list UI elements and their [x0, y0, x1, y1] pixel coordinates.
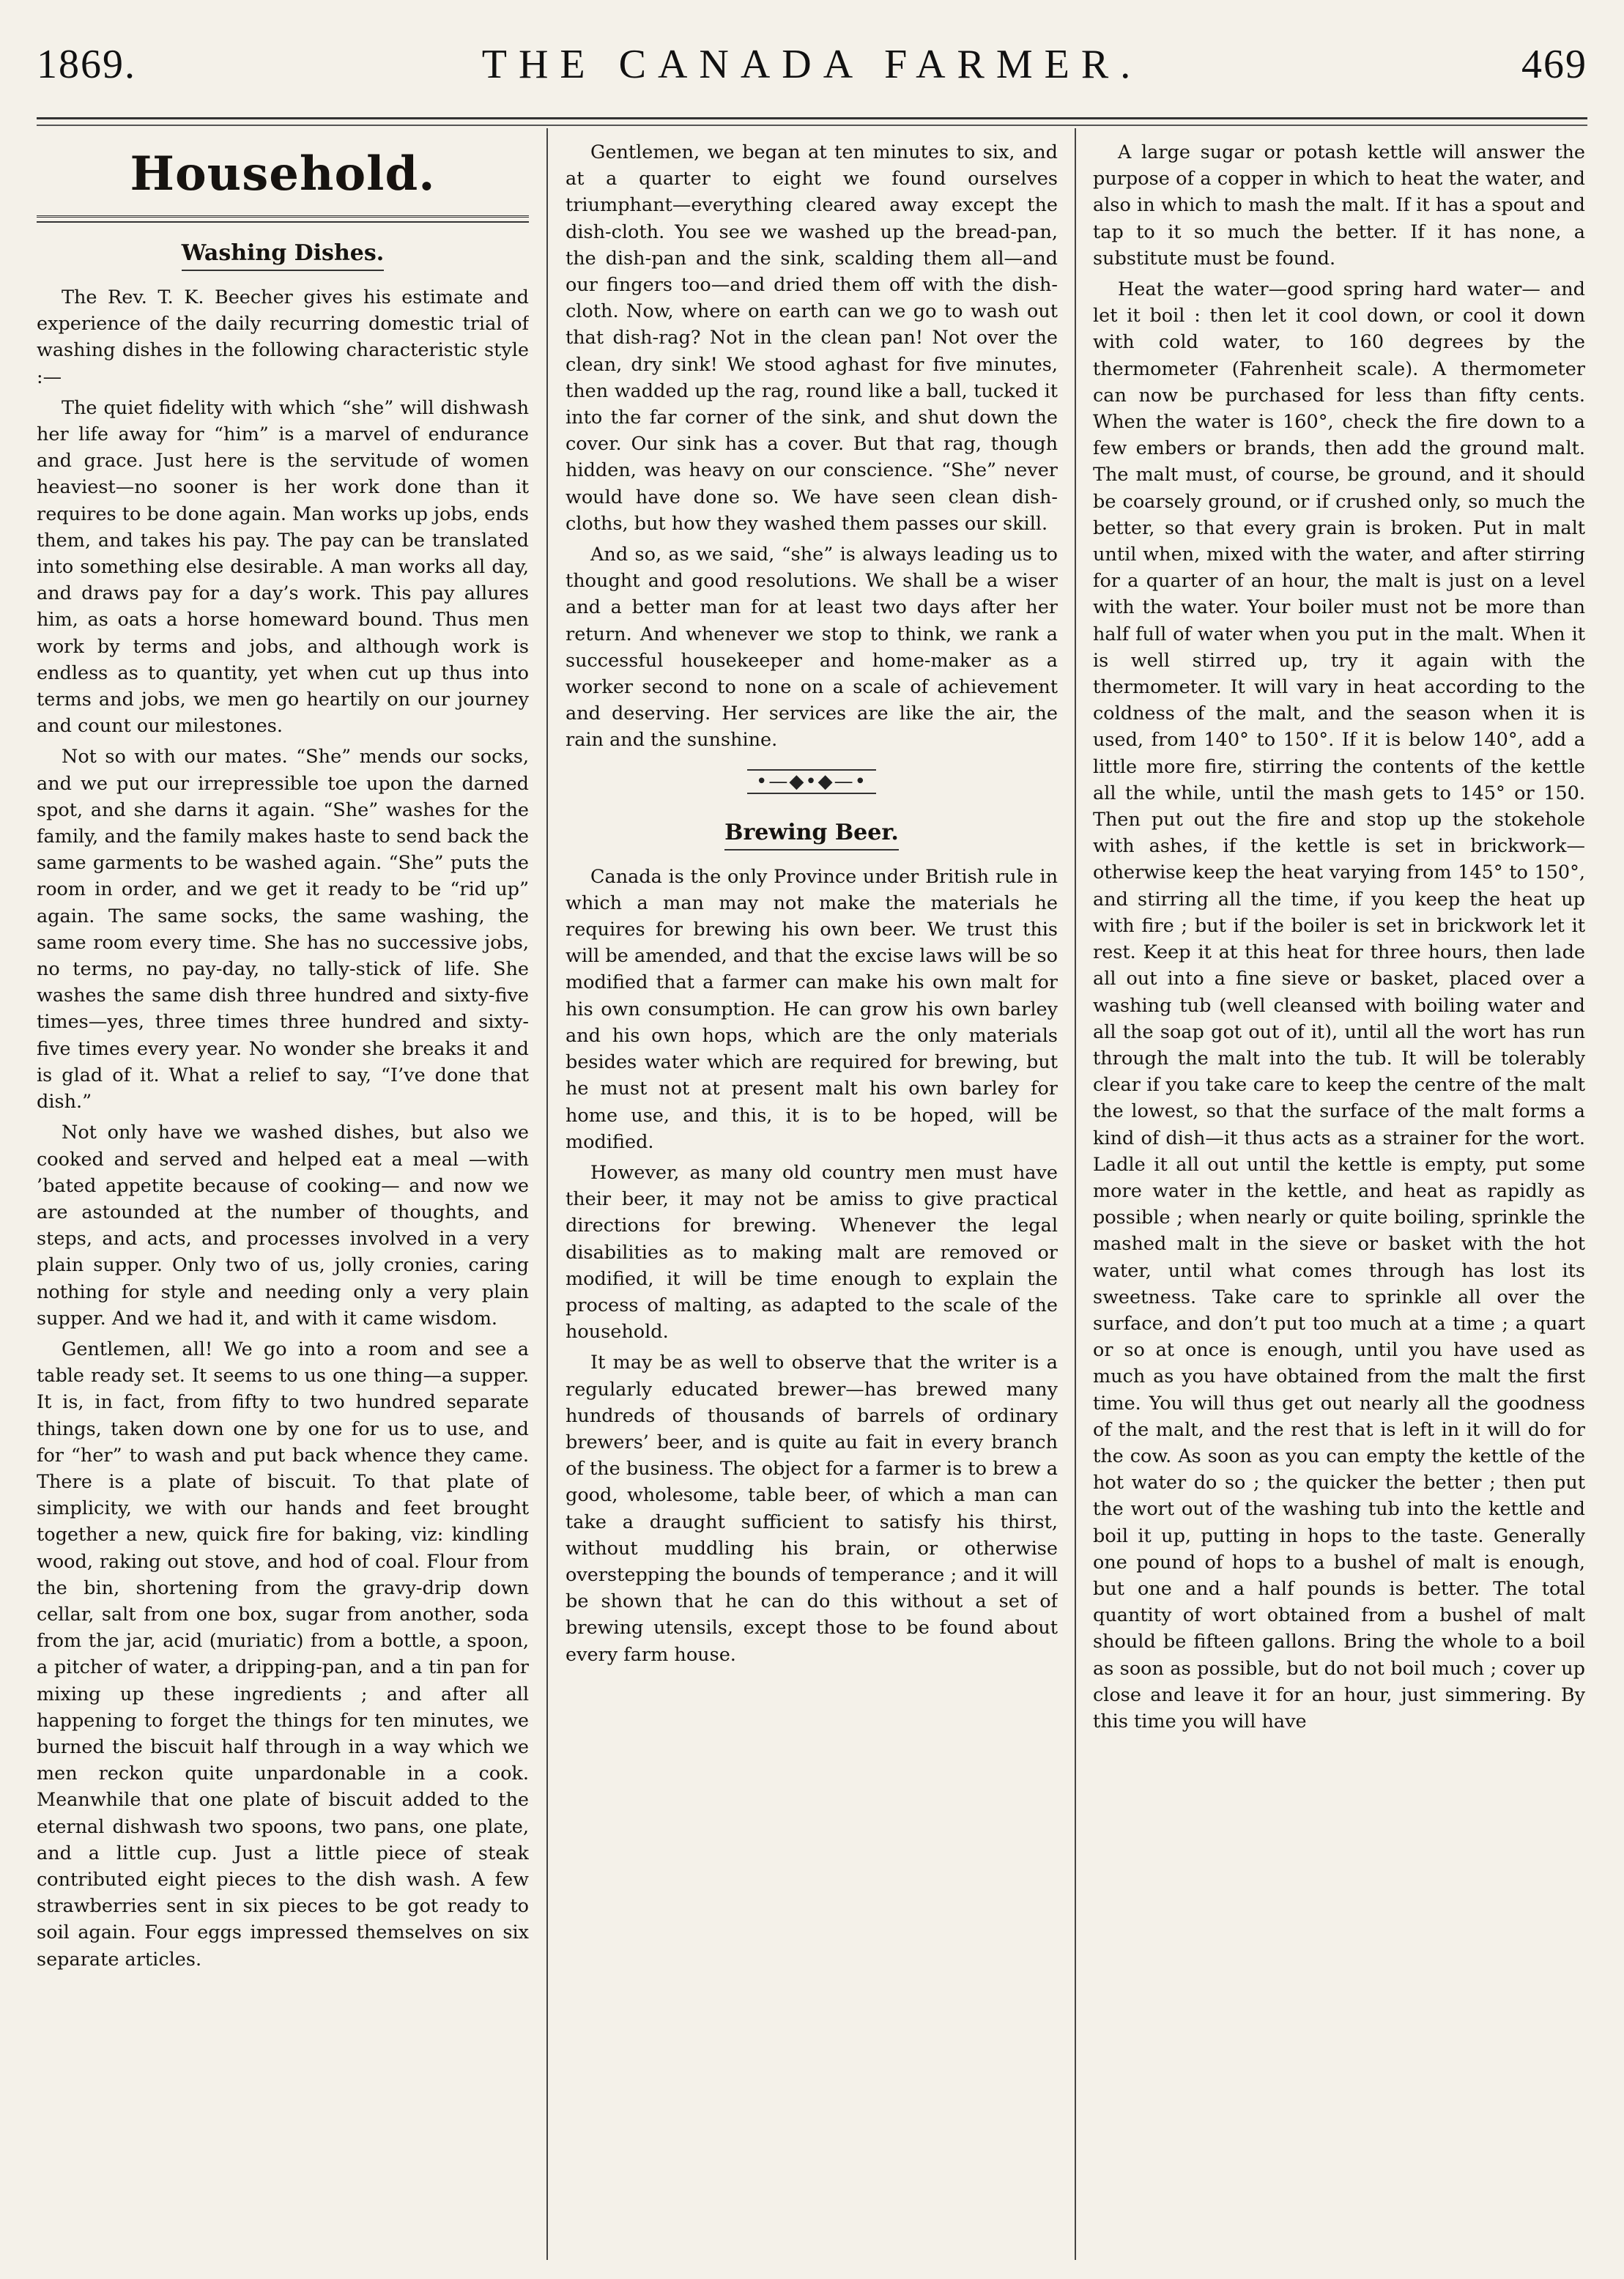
- column-1: [37, 139, 529, 2249]
- article-separator-ornament: [566, 767, 1058, 796]
- column-2: [566, 139, 1058, 2249]
- masthead-rule-secondary: [37, 125, 1587, 126]
- masthead: [37, 21, 1587, 108]
- article-title-text: Brewing Beer.: [724, 818, 899, 851]
- paragraph: Not so with our mates. “She” mends our socks, and we put our irrepressible toe upon the darned spot, and she darns it again. “She” washes for the family, and the family makes haste to send back the same garments to be washed again. “She” puts the room in order, and we get it ready to be “rid up” again. The same socks, the same washing, the same room every time. She has no successive jobs, no terms, no pay-day, no tally-stick of life. She washes the same dish three hundred and sixty-five times—yes, three times three hundred and sixty-five times every year. No wonder she breaks it and is glad of it. What a relief to say, “I’ve done that dish.”: [37, 746, 529, 1113]
- article-title-text: Washing Dishes.: [182, 239, 384, 271]
- paragraph: However, as many old country men must have their beer, it may not be amiss to give practical directions for brewing. Whenever the legal disabilities as to making malt are removed or modified, it will be time enough to explain the process of malting, as adapted to the scale of the household.: [566, 1161, 1058, 1344]
- paragraph: The Rev. T. K. Beecher gives his estimate and experience of the daily recurring domestic trial of washing dishes in the following characteristic style :—: [37, 286, 529, 388]
- paragraph: Not only have we washed dishes, but also we cooked and served and helped eat a meal —with ’bated appetite because of cooking— and now we are astounded at the number of thoughts, and steps, and acts, and processes involved in a very plain supper. Only two of us, jolly cronies, caring nothing for style and needing only a very plain supper. And we had it, and with it came wisdom.: [37, 1122, 529, 1330]
- column-divider: [1075, 128, 1076, 2260]
- section-rule: [37, 215, 529, 223]
- section-title: Household.: [130, 147, 436, 201]
- paragraph: Gentlemen, all! We go into a room and see a table ready set. It seems to us one thing—a supper. It is, in fact, from fifty to two hundred separate things, taken down one by one for us to use, and for “her” to wash and put back whence they came. There is a plate of biscuit. To that plate of simplicity, we with our hands and feet brought together a new, quick fire for baking, viz: kindling wood, raking out stove, and hod of coal. Flour from the bin, shortening from the gravy-drip down cellar, salt from one box, sugar from another, soda from the jar, acid (muriatic) from a bottle, a spoon, a pitcher of water, a dripping-pan, and a tin pan for mixing up these ingredients ; and after all happening to forget the things for ten minutes, we burned the biscuit half through in a way which we men reckon quite unpardonable in a cook. Meanwhile that one plate of biscuit added to the eternal dishwash two spoons, two pans, one plate, and a little cup. Just a little piece of steak contributed eight pieces to the dish wash. A few strawberries sent in six pieces to be got ready to soil again. Four eggs impressed themselves on six separate articles.: [37, 1338, 529, 1971]
- masthead-rule: [37, 117, 1587, 119]
- issue-year: 1869.: [37, 42, 136, 87]
- paragraph: And so, as we said, “she” is always leading us to thought and good resolutions. We shall be a wiser and a better man for at least two days after her return. And whenever we stop to think, we rank a successful housekeeper and home-maker as a worker second to none on a scale of achievement and deserving. Her services are like the air, the rain and the sunshine.: [566, 544, 1058, 752]
- article-title-washing-dishes: [37, 239, 529, 271]
- paragraph: Heat the water—good spring hard water— and let it boil : then let it cool down, or cool it down with cold water, to 160 degrees by the thermometer (Fahrenheit scale). A thermometer can now be purchased for less than fifty cents. When the water is 160°, check the fire down to a few embers or brands, then add the ground malt. The malt must, of course, be ground, and it should be coarsely ground, or if crushed only, so much the better, so that every grain is broken. Put in malt until when, mixed with the water, and after stirring for a quarter of an hour, the malt is just on a level with the water. Your boiler must not be more than half full of water when you put in the malt. When it is well stirred up, try it again with the thermometer. It will vary in heat according to the coldness of the malt, and the season when it is used, from 140° to 150°. If it is below 140°, add a little more fire, stirring the contents of the kettle all the while, until the mash gets to 145° or 150. Then put out the fire and stop up the stokehole with ashes, if the kettle is set in brickwork—otherwise keep the heat varying from 145° to 150°, and stirring all the time, if you keep the heat up with fire ; but if the boiler is set in brickwork let it rest. Keep it at this heat for three hours, then lade all out into a fine sieve or basket, placed over a washing tub (well cleansed with boiling water and all the soap got out of it), until all the wort has run through the malt into the tub. It will be tolerably clear if you take care to keep the centre of the malt the lowest, so that the surface of the malt forms a kind of dish—it thus acts as a strainer for the wort. Ladle it all out until the kettle is empty, put some more water in the kettle, and heat as rapidly as possible ; when nearly or quite boiling, sprinkle the mashed malt in the sieve or basket with the hot water, until what comes through has lost its sweetness. Take care to sprinkle all over the surface, and don’t put too much at a time ; a quart or so at once is enough, until you have used as much as you have obtained from the malt the first time. You will thus get out nearly all the goodness of the malt, and the rest that is left in it will do for the cow. As soon as you can empty the kettle of the hot water do so ; the quicker the better ; then put the wort out of the washing tub into the kettle and boil it up, putting in hops to the taste. Generally one pound of hops to a bushel of malt is enough, but one and a half pounds is better. The total quantity of wort obtained from a bushel of malt should be fifteen gallons. Bring the whole to a boil as soon as possible, but do not boil much ; cover up close and leave it for an hour, just simmering. By this time you will have: [1093, 278, 1585, 1733]
- paragraph: It may be as well to observe that the writer is a regularly educated brewer—has brewed many hundreds of thousands of barrels of ordinary brewers’ beer, and is quite au fait in every branch of the business. The object for a farmer is to brew a good, wholesome, table beer, of which a man can take a draught sufficient to satisfy his thirst, without muddling his brain, or otherwise overstepping the bounds of temperance ; and it will be shown that he can do this without a set of brewing utensils, except those to be found about every farm house.: [566, 1352, 1058, 1666]
- article-title-brewing-beer: [566, 818, 1058, 851]
- publication-title: THE CANADA FARMER.: [481, 42, 1143, 87]
- column-3: [1093, 139, 1585, 2249]
- page-number: 469: [1521, 42, 1587, 87]
- paragraph: Canada is the only Province under British rule in which a man may not make the materials he requires for brewing his own beer. We trust this will be amended, and that the excise laws will be so modified that a farmer can make his own malt for his own consumption. He can grow his own barley and his own hops, which are the only materials besides water which are required for brewing, but he must not at present malt his own barley for home use, and this, it is to be hoped, will be modified.: [566, 865, 1058, 1153]
- ornament-text: •—◆•◆—•: [747, 769, 876, 794]
- column-divider: [546, 128, 548, 2260]
- paragraph: A large sugar or potash kettle will answer the purpose of a copper in which to heat the water, and also in which to mash the malt. If it has a spout and tap to it so much the better. If it has none, a substitute must be found.: [1093, 141, 1585, 270]
- paragraph: Gentlemen, we began at ten minutes to six, and at a quarter to eight we found ourselves triumphant—everything cleared away except the dish-cloth. You see we washed up the bread-pan, the dish-pan and the sink, scalding them all—and our fingers too—and dried them off with the dish-cloth. Now, where on earth can we go to wash out that dish-rag? Not in the clean pan! Not over the clean, dry sink! We stood aghast for five minutes, then wadded up the rag, round like a ball, tucked it into the far corner of the sink, and shut down the cover. Our sink has a cover. But that rag, though hidden, was heavy on our conscience. “She” never would have done so. We have seen clean dish-cloths, but how they washed them passes our skill.: [566, 141, 1058, 535]
- paragraph: The quiet fidelity with which “she” will dishwash her life away for “him” is a marvel of endurance and grace. Just here is the servitude of women heaviest—no sooner is her work done than it requires to be done again. Man works up jobs, ends them, and takes his pay. The pay can be translated into something else desirable. A man works all day, and draws pay for a day’s work. This pay allures him, as oats a horse homeward bound. Thus men work by terms and jobs, and although work is endless as to quantity, yet when cut up thus into terms and jobs, we men go heartily on our journey and count our milestones.: [37, 396, 529, 738]
